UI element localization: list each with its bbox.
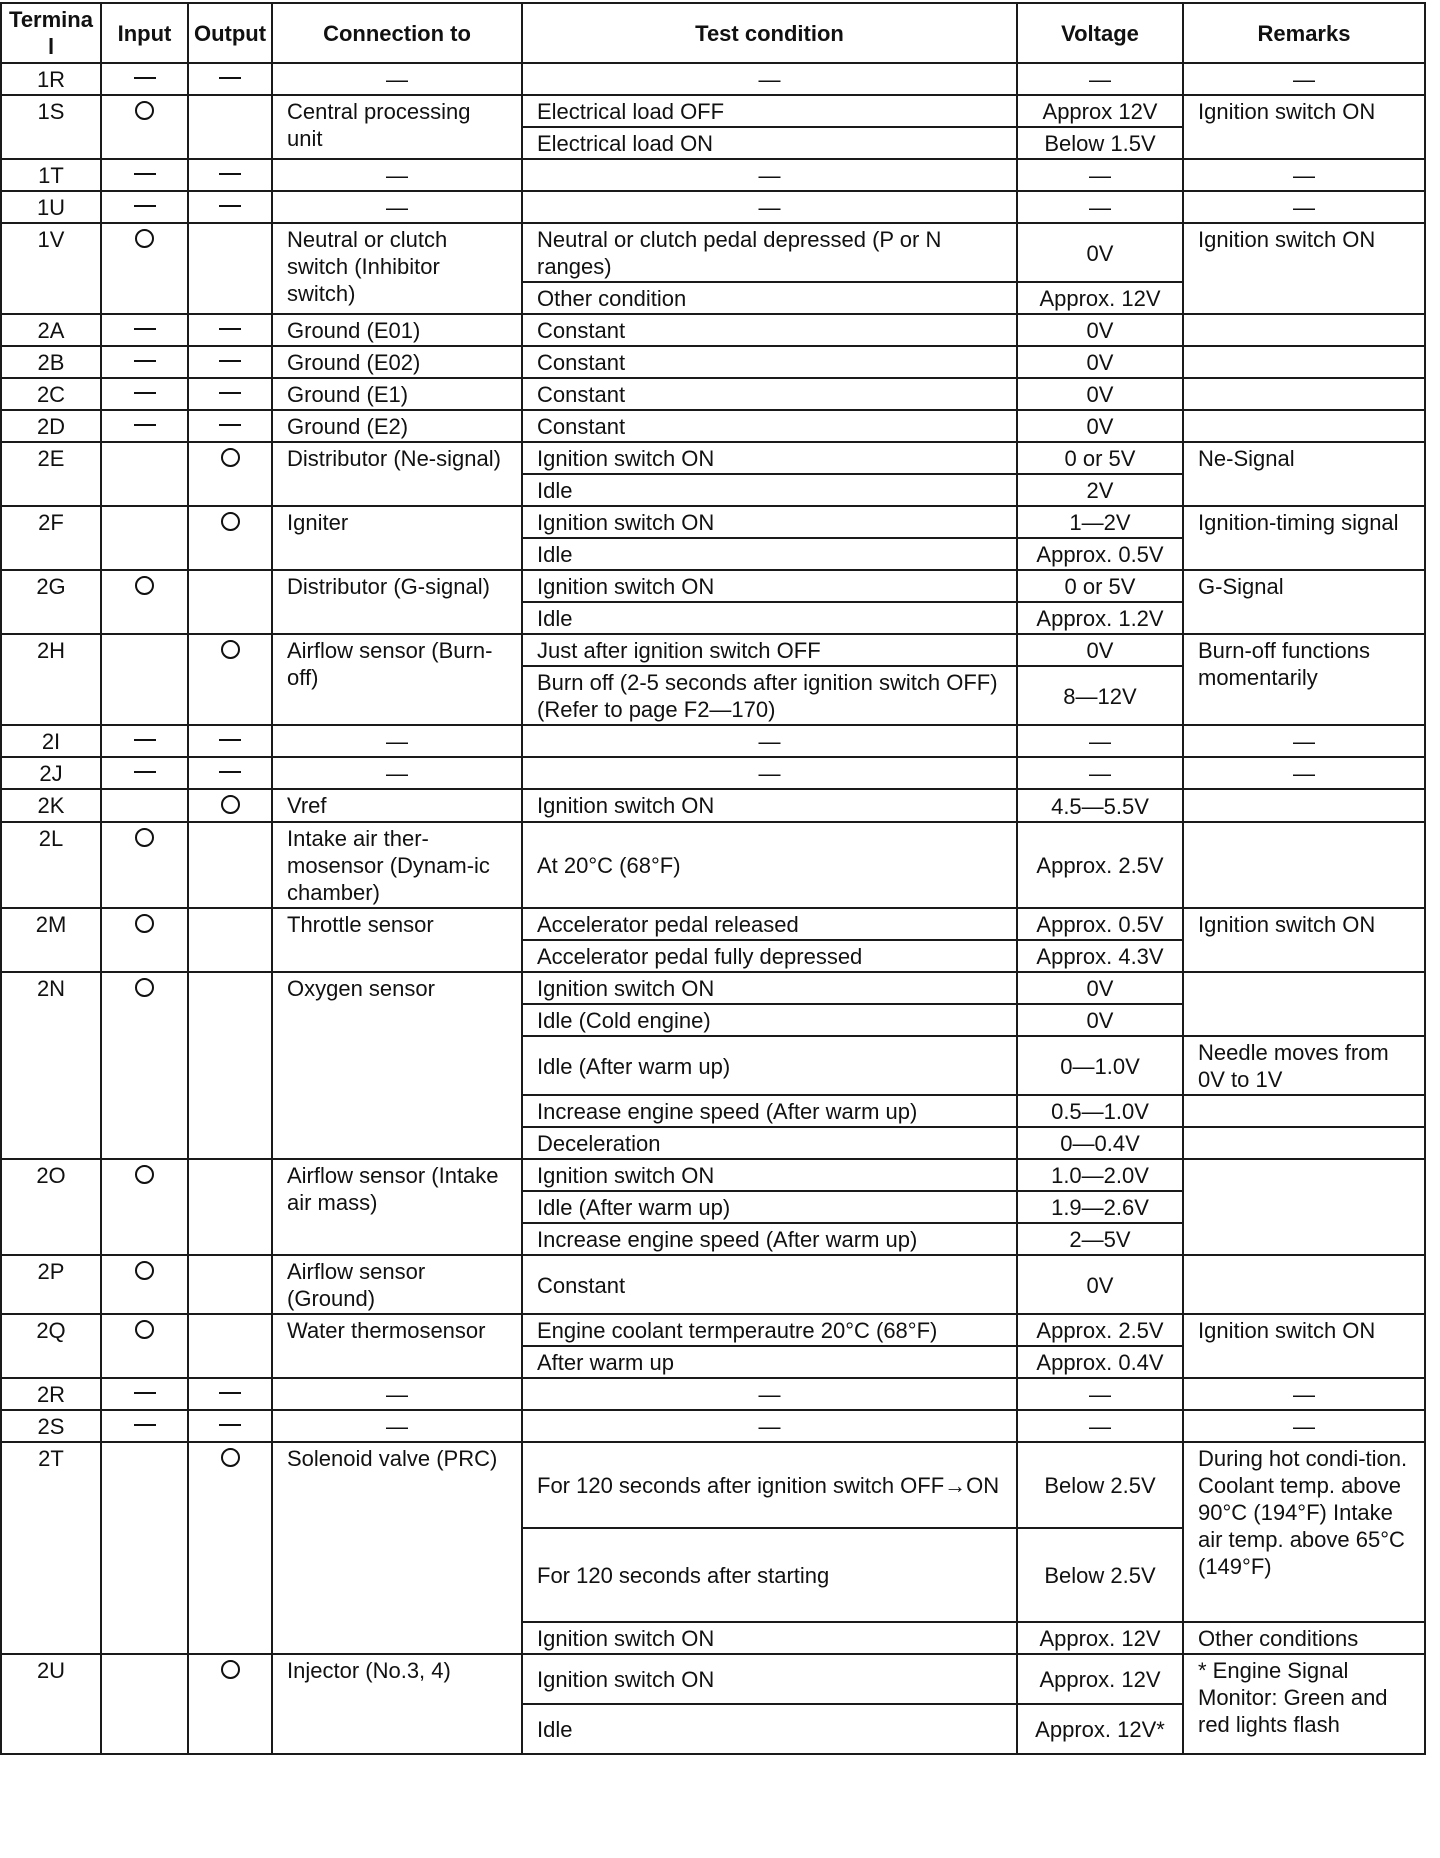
voltage-cell: 0V (1017, 378, 1183, 410)
voltage-cell: 2—5V (1017, 1223, 1183, 1255)
test-condition-cell: — (522, 1378, 1017, 1410)
test-condition-cell: Electrical load ON (522, 127, 1017, 159)
test-condition-cell: Increase engine speed (After warm up) (522, 1095, 1017, 1127)
remarks-cell: — (1183, 757, 1425, 789)
voltage-cell: 0—0.4V (1017, 1127, 1183, 1159)
remarks-cell: Ignition-timing signal (1183, 506, 1425, 570)
voltage-cell: 0 or 5V (1017, 570, 1183, 602)
test-condition-cell: Ignition switch ON (522, 506, 1017, 538)
input-cell (101, 442, 188, 506)
output-cell (188, 410, 272, 442)
remarks-cell: — (1183, 1410, 1425, 1442)
circle-mark-icon (135, 229, 154, 248)
output-cell (188, 506, 272, 570)
dash-mark-icon (219, 360, 241, 362)
voltage-cell: Approx 12V (1017, 95, 1183, 127)
circle-mark-icon (221, 1448, 240, 1467)
dash-mark-icon (134, 392, 156, 394)
connection-cell: Throttle sensor (272, 908, 522, 972)
voltage-cell: 0V (1017, 223, 1183, 282)
test-condition-cell: Ignition switch ON (522, 1159, 1017, 1191)
connection-cell: Vref (272, 789, 522, 822)
remarks-cell: — (1183, 1378, 1425, 1410)
table-row (1, 725, 1425, 757)
header-terminal: Terminal (1, 3, 101, 63)
circle-mark-icon (221, 512, 240, 531)
connection-cell: — (272, 1410, 522, 1442)
output-cell (188, 63, 272, 95)
voltage-cell: Approx. 12V (1017, 1654, 1183, 1704)
terminal-cell: 2M (1, 908, 101, 972)
voltage-cell: Below 1.5V (1017, 127, 1183, 159)
terminal-cell: 1T (1, 159, 101, 191)
table-row (1, 63, 1425, 95)
output-cell (188, 191, 272, 223)
remarks-cell: Ignition switch ON (1183, 1314, 1425, 1378)
test-condition-cell: For 120 seconds after ignition switch OFF→ON (522, 1442, 1017, 1528)
table-row (1, 1255, 1425, 1314)
test-condition-cell: Ignition switch ON (522, 1654, 1017, 1704)
terminal-cell: 2K (1, 789, 101, 822)
remarks-cell: Burn-off functions momentarily (1183, 634, 1425, 725)
header-input: Input (101, 3, 188, 63)
circle-mark-icon (135, 828, 154, 847)
table-row (1, 908, 1425, 940)
test-condition-cell: Constant (522, 314, 1017, 346)
dash-mark-icon (134, 1392, 156, 1394)
connection-cell: — (272, 63, 522, 95)
output-cell (188, 972, 272, 1159)
input-cell (101, 95, 188, 159)
test-condition-cell: Idle (522, 538, 1017, 570)
voltage-cell: Approx. 0.4V (1017, 1346, 1183, 1378)
voltage-cell: 0.5—1.0V (1017, 1095, 1183, 1127)
test-condition-cell: After warm up (522, 1346, 1017, 1378)
test-condition-cell: For 120 seconds after starting (522, 1528, 1017, 1622)
circle-mark-icon (221, 1660, 240, 1679)
connection-cell: Igniter (272, 506, 522, 570)
circle-mark-icon (135, 978, 154, 997)
remarks-cell (1183, 972, 1425, 1036)
test-condition-cell: Idle (After warm up) (522, 1036, 1017, 1095)
test-condition-cell: Idle (After warm up) (522, 1191, 1017, 1223)
voltage-cell: Approx. 12V (1017, 1622, 1183, 1654)
dash-mark-icon (219, 739, 241, 741)
terminal-cell: 1S (1, 95, 101, 159)
test-condition-cell: — (522, 159, 1017, 191)
input-cell (101, 346, 188, 378)
voltage-cell: 0V (1017, 410, 1183, 442)
output-cell (188, 346, 272, 378)
remarks-cell: — (1183, 191, 1425, 223)
remarks-cell: Ne-Signal (1183, 442, 1425, 506)
input-cell (101, 1654, 188, 1754)
test-condition-cell: — (522, 63, 1017, 95)
table-row (1, 822, 1425, 908)
output-cell (188, 757, 272, 789)
circle-mark-icon (135, 1165, 154, 1184)
remarks-cell (1183, 346, 1425, 378)
table-row (1, 1159, 1425, 1191)
test-condition-cell: Ignition switch ON (522, 570, 1017, 602)
header-voltage: Voltage (1017, 3, 1183, 63)
test-condition-cell: Ignition switch ON (522, 1622, 1017, 1654)
dash-mark-icon (134, 328, 156, 330)
terminal-cell: 2C (1, 378, 101, 410)
output-cell (188, 1159, 272, 1255)
table-row (1, 1314, 1425, 1346)
dash-mark-icon (134, 173, 156, 175)
terminal-cell: 1U (1, 191, 101, 223)
voltage-cell: 1—2V (1017, 506, 1183, 538)
dash-mark-icon (134, 771, 156, 773)
terminal-cell: 2B (1, 346, 101, 378)
output-cell (188, 908, 272, 972)
input-cell (101, 378, 188, 410)
connection-cell: Ground (E2) (272, 410, 522, 442)
test-condition-cell: Deceleration (522, 1127, 1017, 1159)
input-cell (101, 1410, 188, 1442)
dash-mark-icon (219, 1424, 241, 1426)
terminal-cell: 2S (1, 1410, 101, 1442)
remarks-cell (1183, 314, 1425, 346)
test-condition-cell: Electrical load OFF (522, 95, 1017, 127)
output-cell (188, 314, 272, 346)
voltage-cell: Approx. 2.5V (1017, 822, 1183, 908)
table-row (1, 1442, 1425, 1528)
output-cell (188, 223, 272, 314)
terminal-cell: 2N (1, 972, 101, 1159)
circle-mark-icon (221, 795, 240, 814)
dash-mark-icon (219, 173, 241, 175)
remarks-cell: * Engine Signal Monitor: Green and red lights flash (1183, 1654, 1425, 1754)
input-cell (101, 1159, 188, 1255)
test-condition-cell: Idle (522, 602, 1017, 634)
output-cell (188, 634, 272, 725)
table-row (1, 95, 1425, 127)
test-condition-cell: Idle (522, 474, 1017, 506)
output-cell (188, 1314, 272, 1378)
output-cell (188, 442, 272, 506)
voltage-cell: — (1017, 757, 1183, 789)
remarks-cell: During hot condi-tion. Coolant temp. above 90°C (194°F) Intake air temp. above 65°C (149°F) (1183, 1442, 1425, 1622)
output-cell (188, 1255, 272, 1314)
output-cell (188, 95, 272, 159)
terminal-cell: 2E (1, 442, 101, 506)
connection-cell: Airflow sensor (Intake air mass) (272, 1159, 522, 1255)
remarks-cell: Ignition switch ON (1183, 223, 1425, 314)
input-cell (101, 1255, 188, 1314)
output-cell (188, 1654, 272, 1754)
dash-mark-icon (134, 1424, 156, 1426)
test-condition-cell: — (522, 1410, 1017, 1442)
table-row (1, 191, 1425, 223)
voltage-cell: 0—1.0V (1017, 1036, 1183, 1095)
table-row (1, 506, 1425, 538)
remarks-cell: Needle moves from 0V to 1V (1183, 1036, 1425, 1095)
connection-cell: Solenoid valve (PRC) (272, 1442, 522, 1654)
connection-cell: Neutral or clutch switch (Inhibitor switch) (272, 223, 522, 314)
output-cell (188, 1410, 272, 1442)
table-row (1, 314, 1425, 346)
connection-cell: Central processing unit (272, 95, 522, 159)
remarks-cell: — (1183, 159, 1425, 191)
remarks-cell (1183, 378, 1425, 410)
input-cell (101, 314, 188, 346)
test-condition-cell: Accelerator pedal fully depressed (522, 940, 1017, 972)
test-condition-cell: Idle (522, 1704, 1017, 1754)
connection-cell: Oxygen sensor (272, 972, 522, 1159)
terminal-cell: 2P (1, 1255, 101, 1314)
circle-mark-icon (135, 1261, 154, 1280)
remarks-cell (1183, 789, 1425, 822)
output-cell (188, 822, 272, 908)
input-cell (101, 908, 188, 972)
header-remarks: Remarks (1183, 3, 1425, 63)
input-cell (101, 63, 188, 95)
test-condition-cell: Other condition (522, 282, 1017, 314)
table-row (1, 346, 1425, 378)
test-condition-cell: Ignition switch ON (522, 442, 1017, 474)
output-cell (188, 570, 272, 634)
test-condition-cell: Constant (522, 410, 1017, 442)
test-condition-cell: Increase engine speed (After warm up) (522, 1223, 1017, 1255)
voltage-cell: — (1017, 1378, 1183, 1410)
connection-cell: Water thermosensor (272, 1314, 522, 1378)
input-cell (101, 1378, 188, 1410)
terminal-cell: 2F (1, 506, 101, 570)
terminal-voltage-table-sheet (0, 2, 1424, 1755)
test-condition-cell: Ignition switch ON (522, 972, 1017, 1004)
voltage-cell: 0V (1017, 634, 1183, 666)
voltage-cell: Approx. 0.5V (1017, 538, 1183, 570)
remarks-cell: G-Signal (1183, 570, 1425, 634)
connection-cell: Airflow sensor (Ground) (272, 1255, 522, 1314)
connection-cell: — (272, 159, 522, 191)
input-cell (101, 1314, 188, 1378)
terminal-cell: 1R (1, 63, 101, 95)
terminal-cell: 1V (1, 223, 101, 314)
terminal-voltage-table (0, 2, 1426, 1755)
terminal-cell: 2I (1, 725, 101, 757)
voltage-cell: — (1017, 63, 1183, 95)
test-condition-cell: Accelerator pedal released (522, 908, 1017, 940)
input-cell (101, 159, 188, 191)
dash-mark-icon (219, 392, 241, 394)
connection-cell: Airflow sensor (Burn-off) (272, 634, 522, 725)
voltage-cell: 0V (1017, 314, 1183, 346)
input-cell (101, 570, 188, 634)
voltage-cell: 0V (1017, 1255, 1183, 1314)
table-row (1, 789, 1425, 822)
voltage-cell: Approx. 0.5V (1017, 908, 1183, 940)
test-condition-cell: Burn off (2-5 seconds after ignition switch OFF) (Refer to page F2—170) (522, 666, 1017, 725)
connection-cell: — (272, 757, 522, 789)
circle-mark-icon (221, 448, 240, 467)
remarks-cell (1183, 1255, 1425, 1314)
voltage-cell: 8—12V (1017, 666, 1183, 725)
test-condition-cell: — (522, 757, 1017, 789)
header-connection: Connection to (272, 3, 522, 63)
terminal-cell: 2Q (1, 1314, 101, 1378)
circle-mark-icon (135, 576, 154, 595)
remarks-cell: Other conditions (1183, 1622, 1425, 1654)
voltage-cell: Approx. 2.5V (1017, 1314, 1183, 1346)
voltage-cell: Approx. 4.3V (1017, 940, 1183, 972)
dash-mark-icon (219, 1392, 241, 1394)
connection-cell: — (272, 725, 522, 757)
input-cell (101, 634, 188, 725)
connection-cell: Distributor (G-signal) (272, 570, 522, 634)
connection-cell: Intake air ther-mosensor (Dynam-ic chamber) (272, 822, 522, 908)
remarks-cell (1183, 1159, 1425, 1255)
voltage-cell: 1.9—2.6V (1017, 1191, 1183, 1223)
dash-mark-icon (134, 77, 156, 79)
dash-mark-icon (134, 739, 156, 741)
input-cell (101, 972, 188, 1159)
remarks-cell (1183, 1095, 1425, 1127)
voltage-cell: 2V (1017, 474, 1183, 506)
connection-cell: Ground (E02) (272, 346, 522, 378)
connection-cell: Ground (E1) (272, 378, 522, 410)
connection-cell: — (272, 1378, 522, 1410)
input-cell (101, 725, 188, 757)
table-header-row (1, 3, 1425, 63)
output-cell (188, 789, 272, 822)
input-cell (101, 223, 188, 314)
input-cell (101, 822, 188, 908)
connection-cell: — (272, 191, 522, 223)
table-row (1, 378, 1425, 410)
remarks-cell (1183, 822, 1425, 908)
input-cell (101, 410, 188, 442)
dash-mark-icon (219, 205, 241, 207)
dash-mark-icon (134, 424, 156, 426)
remarks-cell: — (1183, 725, 1425, 757)
table-row (1, 1654, 1425, 1704)
voltage-cell: — (1017, 191, 1183, 223)
dash-mark-icon (134, 360, 156, 362)
circle-mark-icon (221, 640, 240, 659)
terminal-cell: 2L (1, 822, 101, 908)
remarks-cell: — (1183, 63, 1425, 95)
output-cell (188, 725, 272, 757)
test-condition-cell: Constant (522, 346, 1017, 378)
remarks-cell (1183, 1127, 1425, 1159)
connection-cell: Injector (No.3, 4) (272, 1654, 522, 1754)
voltage-cell: 1.0—2.0V (1017, 1159, 1183, 1191)
voltage-cell: Below 2.5V (1017, 1442, 1183, 1528)
test-condition-cell: Neutral or clutch pedal depressed (P or N ranges) (522, 223, 1017, 282)
remarks-cell: Ignition switch ON (1183, 908, 1425, 972)
terminal-cell: 2T (1, 1442, 101, 1654)
voltage-cell: 0V (1017, 1004, 1183, 1036)
table-body (1, 63, 1425, 1754)
dash-mark-icon (219, 424, 241, 426)
terminal-cell: 2G (1, 570, 101, 634)
terminal-cell: 2H (1, 634, 101, 725)
voltage-cell: Approx. 12V (1017, 282, 1183, 314)
table-row (1, 159, 1425, 191)
dash-mark-icon (219, 771, 241, 773)
remarks-cell (1183, 410, 1425, 442)
dash-mark-icon (134, 205, 156, 207)
table-row (1, 1378, 1425, 1410)
remarks-cell: Ignition switch ON (1183, 95, 1425, 159)
output-cell (188, 378, 272, 410)
voltage-cell: 0V (1017, 972, 1183, 1004)
input-cell (101, 1442, 188, 1654)
test-condition-cell: Constant (522, 1255, 1017, 1314)
output-cell (188, 1442, 272, 1654)
table-row (1, 223, 1425, 282)
circle-mark-icon (135, 101, 154, 120)
header-output: Output (188, 3, 272, 63)
test-condition-cell: — (522, 725, 1017, 757)
test-condition-cell: Constant (522, 378, 1017, 410)
table-row (1, 442, 1425, 474)
voltage-cell: 0V (1017, 346, 1183, 378)
circle-mark-icon (135, 914, 154, 933)
input-cell (101, 191, 188, 223)
terminal-cell: 2A (1, 314, 101, 346)
voltage-cell: Approx. 1.2V (1017, 602, 1183, 634)
voltage-cell: 0 or 5V (1017, 442, 1183, 474)
voltage-cell: — (1017, 725, 1183, 757)
connection-cell: Distributor (Ne-signal) (272, 442, 522, 506)
terminal-cell: 2O (1, 1159, 101, 1255)
input-cell (101, 757, 188, 789)
input-cell (101, 506, 188, 570)
test-condition-cell: At 20°C (68°F) (522, 822, 1017, 908)
dash-mark-icon (219, 328, 241, 330)
output-cell (188, 159, 272, 191)
table-row (1, 757, 1425, 789)
circle-mark-icon (135, 1320, 154, 1339)
table-row (1, 972, 1425, 1004)
voltage-cell: 4.5—5.5V (1017, 789, 1183, 822)
table-row (1, 1410, 1425, 1442)
input-cell (101, 789, 188, 822)
terminal-cell: 2J (1, 757, 101, 789)
test-condition-cell: — (522, 191, 1017, 223)
voltage-cell: — (1017, 159, 1183, 191)
table-row (1, 410, 1425, 442)
test-condition-cell: Idle (Cold engine) (522, 1004, 1017, 1036)
voltage-cell: Approx. 12V* (1017, 1704, 1183, 1754)
terminal-cell: 2U (1, 1654, 101, 1754)
test-condition-cell: Engine coolant termperautre 20°C (68°F) (522, 1314, 1017, 1346)
output-cell (188, 1378, 272, 1410)
voltage-cell: Below 2.5V (1017, 1528, 1183, 1622)
terminal-cell: 2D (1, 410, 101, 442)
header-test-condition: Test condition (522, 3, 1017, 63)
table-row (1, 634, 1425, 666)
test-condition-cell: Just after ignition switch OFF (522, 634, 1017, 666)
table-row (1, 570, 1425, 602)
test-condition-cell: Ignition switch ON (522, 789, 1017, 822)
voltage-cell: — (1017, 1410, 1183, 1442)
connection-cell: Ground (E01) (272, 314, 522, 346)
terminal-cell: 2R (1, 1378, 101, 1410)
dash-mark-icon (219, 77, 241, 79)
